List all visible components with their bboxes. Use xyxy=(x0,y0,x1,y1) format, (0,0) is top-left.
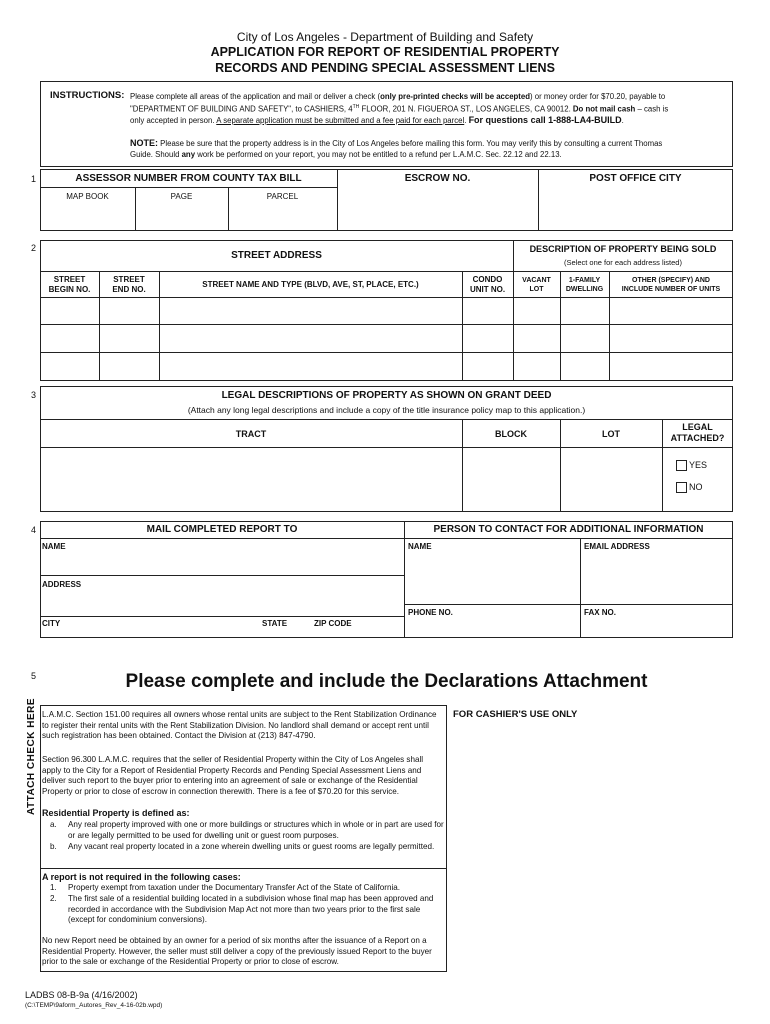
attach-check-label: ATTACH CHECK HERE xyxy=(26,697,37,815)
condo-unit-label: CONDO UNIT NO. xyxy=(469,275,506,294)
lot-label: LOT xyxy=(602,429,620,439)
header-line1: City of Los Angeles - Department of Building and Safety xyxy=(236,30,534,44)
post-office-city-label: POST OFFICE CITY xyxy=(589,173,682,184)
nr2-marker: 2. xyxy=(50,894,57,903)
legal-description-subtitle: (Attach any long legal descriptions and include a copy of the title insurance policy map to this application.) xyxy=(187,405,586,415)
contact-email-field[interactable] xyxy=(581,552,732,603)
mail-address-label: ADDRESS xyxy=(42,580,82,589)
street-end-label: STREET END NO. xyxy=(112,275,146,294)
def-b-marker: b. xyxy=(50,842,57,851)
instructions-label: INSTRUCTIONS: xyxy=(50,90,125,101)
yes-checkbox[interactable] xyxy=(676,460,687,471)
tract-label: TRACT xyxy=(235,429,267,439)
form-title-line2: RECORDS AND PENDING SPECIAL ASSESSMENT LIENS xyxy=(215,61,555,75)
section-3-number: 3 xyxy=(31,390,37,400)
one-family-dwelling-label: 1-FAMILY DWELLING xyxy=(565,277,604,293)
section-4-number: 4 xyxy=(31,525,37,535)
yes-label: YES xyxy=(689,460,708,470)
contact-person-heading: PERSON TO CONTACT FOR ADDITIONAL INFORMATION xyxy=(433,524,704,535)
assessor-number-heading: ASSESSOR NUMBER FROM COUNTY TAX BILL xyxy=(75,173,302,184)
page-field[interactable] xyxy=(140,205,224,227)
block-label: BLOCK xyxy=(495,429,527,439)
mail-report-heading: MAIL COMPLETED REPORT TO xyxy=(146,524,298,535)
six-month-text: No new Report need be obtained by an owner for a period of six months after the issuance of a Report on a Residential Property. However, the seller must still deliver a copy of the previously issued Report to the buyer prior to the sale or exchange of the Residential Property or prior to close of escrow. xyxy=(42,936,432,966)
parcel-field[interactable] xyxy=(233,205,333,227)
street-address-rows[interactable] xyxy=(41,298,732,380)
street-address-heading: STREET ADDRESS xyxy=(231,250,322,261)
vacant-lot-label: VACANT LOT xyxy=(522,277,551,293)
section-96300-text: Section 96.300 L.A.M.C. requires that the seller of Residential Property within the City of Los Angeles shall apply to the City for a Report of Residential Property Records and Pending Special Assessment Liens and deliver such report to the buyer prior to entering into an agreement of sale or exchange of the Residential Property or prior to close of escrow in connection therewith. There is a fee of $70.20 for this service. xyxy=(42,755,424,796)
note-text: NOTE: Please be sure that the property address is in the City of Los Angeles before mailing this form. You may verify this by consulting a current Thomas Guide. Should any work be performed on your report, you may not be entitled to a refund per L.A.M.C. Sec. 22.12 and 22.13. xyxy=(130,138,663,159)
mail-state-label: STATE xyxy=(262,619,288,628)
tract-field[interactable] xyxy=(41,448,461,511)
contact-phone-field[interactable] xyxy=(405,618,579,637)
escrow-no-label: ESCROW NO. xyxy=(404,173,471,184)
cashier-use-label: FOR CASHIER'S USE ONLY xyxy=(453,709,578,720)
nr2-text: The first sale of a residential building located in a subdivision whose final map has been approved and recorded in accordance with the Subdivision Map Act not more than two years prior to the first sale (except for condominium conversions). xyxy=(68,894,434,924)
mail-name-field[interactable] xyxy=(41,552,403,574)
legal-description-heading: LEGAL DESCRIPTIONS OF PROPERTY AS SHOWN ON GRANT DEED xyxy=(221,390,552,401)
no-option[interactable] xyxy=(676,482,703,493)
section-2-number: 2 xyxy=(31,243,37,253)
parcel-label: PARCEL xyxy=(266,192,299,201)
nr1-marker: 1. xyxy=(50,883,57,892)
not-required-heading: A report is not required in the following cases: xyxy=(42,872,241,882)
file-path: (C:\TEMP\9aform_Autores_Rev_4-16-02b.wpd) xyxy=(25,1002,163,1009)
mail-zip-label: ZIP CODE xyxy=(314,619,352,628)
property-description-heading: DESCRIPTION OF PROPERTY BEING SOLD xyxy=(529,244,717,254)
instructions-text: Please complete all areas of the application and mail or deliver a check (only pre-printed checks will be accepted) or money order for $70.20, payable to "DEPARTMENT OF BUILDING AND SAFETY", to CASHIERS, 4TH FLOOR, 201 N. FIGUEROA ST., LOS ANGELES, CA 90012. Do not mail cash – cash is only accepted in person. A separate application must be submitted and a fee paid for each parcel. For questions call 1-888-LA4-BUILD. xyxy=(130,92,669,125)
form-number: LADBS 08-B-9a (4/16/2002) xyxy=(25,990,138,1000)
def-b-text: Any vacant real property located in a zone wherein dwelling units or guest rooms are legally permitted. xyxy=(68,842,435,851)
lot-field[interactable] xyxy=(561,448,661,511)
contact-name-label: NAME xyxy=(408,542,432,551)
section-1-number: 1 xyxy=(31,174,37,184)
mail-address-field[interactable] xyxy=(41,591,403,615)
map-book-label: MAP BOOK xyxy=(66,192,109,201)
contact-email-label: EMAIL ADDRESS xyxy=(584,542,650,551)
street-name-label: STREET NAME AND TYPE (BLVD, AVE, ST, PLACE, ETC.) xyxy=(202,280,419,289)
mail-name-label: NAME xyxy=(42,542,66,551)
no-checkbox[interactable] xyxy=(676,482,687,493)
property-description-subtitle: (Select one for each address listed) xyxy=(564,258,682,267)
block-field[interactable] xyxy=(463,448,559,511)
form-title-line1: APPLICATION FOR REPORT OF RESIDENTIAL PROPERTY xyxy=(210,45,560,59)
rent-stabilization-text: L.A.M.C. Section 151.00 requires all owners whose rental units are subject to the Rent Stabilization Ordinance to register their rental units with the Rent Stabilization Division. No landlord shall demand or accept rent until such registration has been obtained. Contact the Division at (213) 847-4790. xyxy=(42,710,437,740)
map-book-field[interactable] xyxy=(45,205,131,227)
contact-phone-label: PHONE NO. xyxy=(408,608,453,617)
mail-city-label: CITY xyxy=(42,619,61,628)
contact-name-field[interactable] xyxy=(405,552,579,603)
escrow-no-field[interactable] xyxy=(341,190,534,228)
contact-fax-field[interactable] xyxy=(581,618,732,637)
declarations-heading: Please complete and include the Declarations Attachment xyxy=(125,671,648,692)
street-begin-label: STREET BEGIN NO. xyxy=(48,275,91,294)
yes-option[interactable] xyxy=(676,460,707,471)
contact-fax-label: FAX NO. xyxy=(584,608,617,617)
post-office-city-field[interactable] xyxy=(542,190,730,228)
no-label: NO xyxy=(689,482,703,492)
section-5-number: 5 xyxy=(31,671,37,681)
residential-definition-heading: Residential Property is defined as: xyxy=(42,808,190,818)
nr1-text: Property exempt from taxation under the Documentary Transfer Act of the State of California. xyxy=(68,883,401,892)
page-label: PAGE xyxy=(170,192,193,201)
other-units-label: OTHER (SPECIFY) AND INCLUDE NUMBER OF UNITS xyxy=(621,277,721,293)
def-a-marker: a. xyxy=(50,820,57,829)
mail-city-state-zip-field[interactable] xyxy=(41,629,403,637)
legal-attached-label: LEGAL ATTACHED? xyxy=(670,422,725,443)
def-a-text: Any real property improved with one or more buildings or structures which in whole or in part are used for or are legally permitted to be used for dwelling unit or guest room purposes. xyxy=(68,820,444,840)
